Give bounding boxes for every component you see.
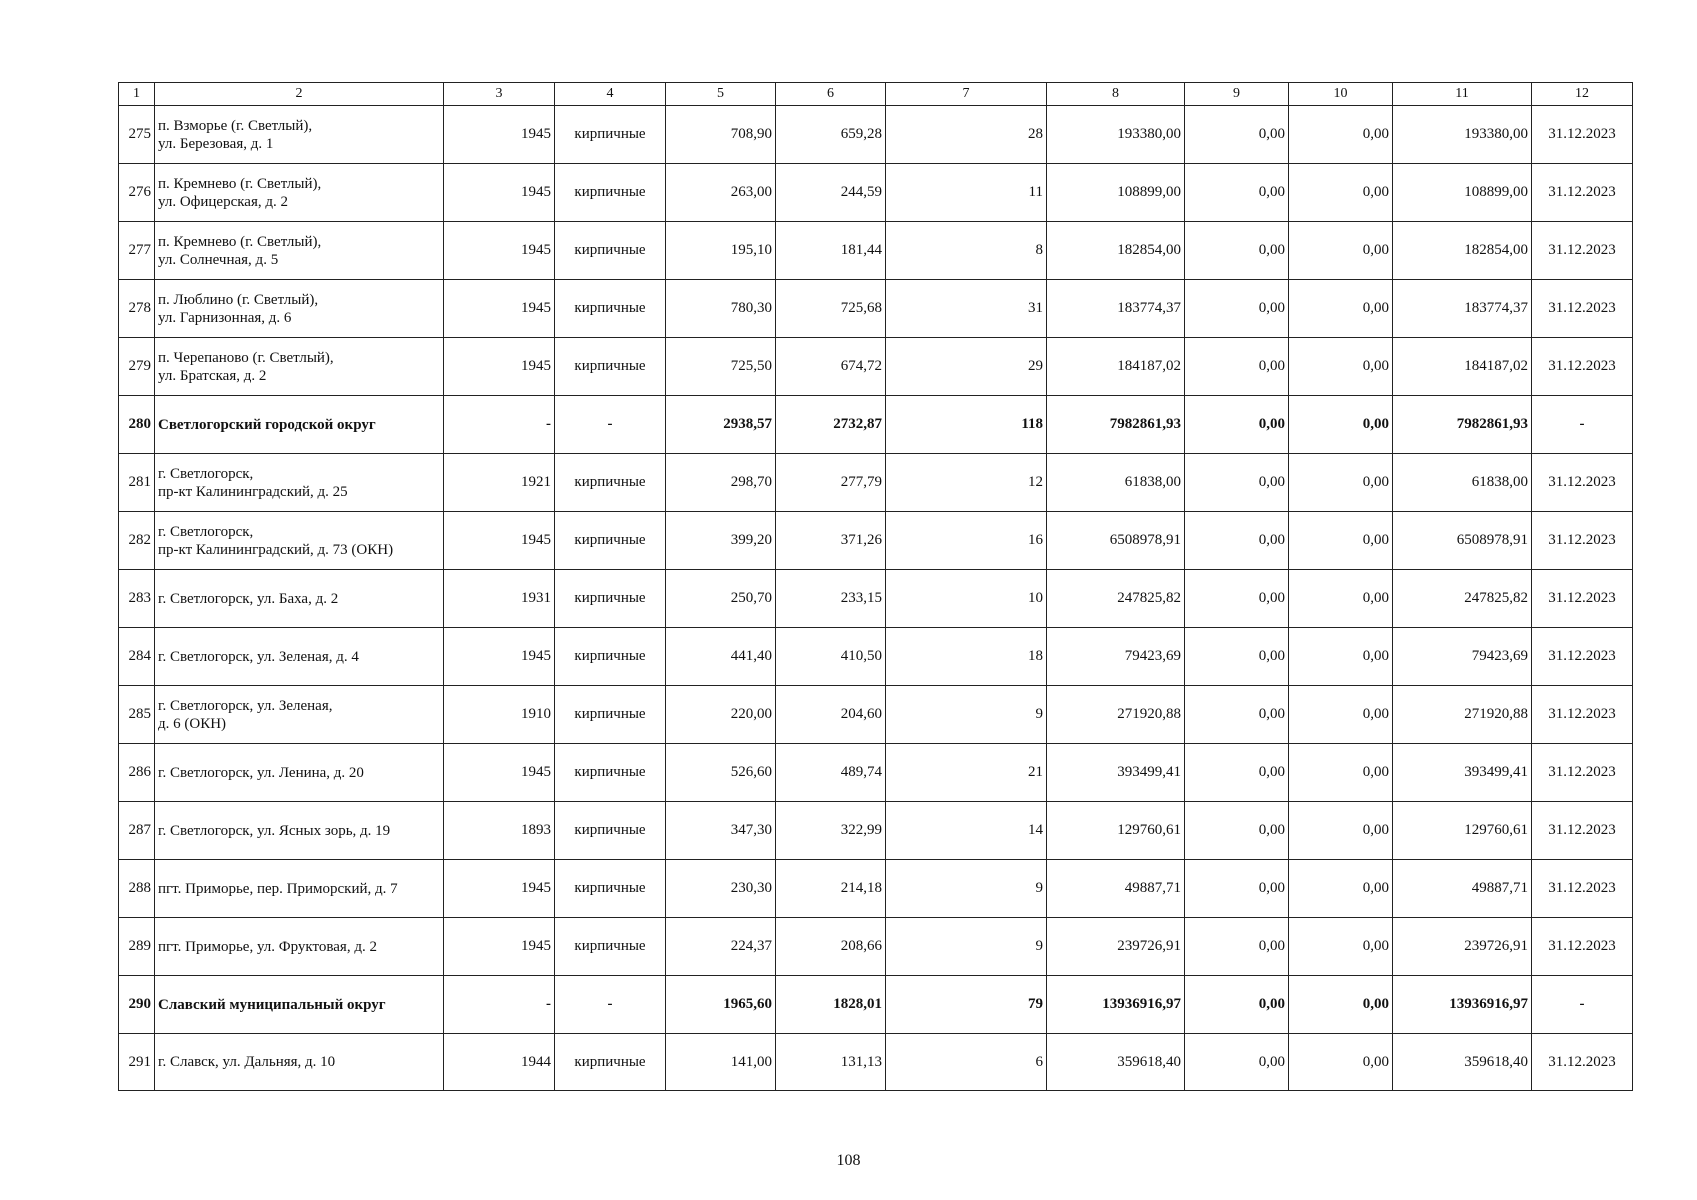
cell-row-number: 291: [119, 1034, 155, 1091]
cell-cost-total: 393499,41: [1047, 744, 1185, 802]
cell-living-area: 1828,01: [776, 976, 886, 1034]
cell-living-area: 131,13: [776, 1034, 886, 1091]
cell-year-built: 1944: [444, 1034, 555, 1091]
cell-year-built: 1945: [444, 918, 555, 976]
cell-cost-total: 247825,82: [1047, 570, 1185, 628]
cell-wall-material: кирпичные: [555, 1034, 666, 1091]
cell-living-area: 322,99: [776, 802, 886, 860]
cell-row-number: 277: [119, 222, 155, 280]
cell-year-built: 1910: [444, 686, 555, 744]
cell-cost-total: 271920,88: [1047, 686, 1185, 744]
cell-address: п. Кремнево (г. Светлый), ул. Офицерская, д. 2: [155, 164, 444, 222]
cell-deadline: 31.12.2023: [1532, 802, 1633, 860]
cell-living-area: 181,44: [776, 222, 886, 280]
cell-living-area: 659,28: [776, 106, 886, 164]
cell-row-number: 288: [119, 860, 155, 918]
cell-row-number: 280: [119, 396, 155, 454]
cell-wall-material: кирпичные: [555, 744, 666, 802]
cell-cost-total: 108899,00: [1047, 164, 1185, 222]
cell-year-built: 1921: [444, 454, 555, 512]
column-header-7: 7: [886, 83, 1047, 106]
cell-residents: 9: [886, 860, 1047, 918]
cell-address: г. Светлогорск, пр-кт Калининградский, д. 73 (ОКН): [155, 512, 444, 570]
table-row: [119, 918, 1633, 976]
cell-wall-material: кирпичные: [555, 918, 666, 976]
cell-wall-material: кирпичные: [555, 280, 666, 338]
cell-row-number: 290: [119, 976, 155, 1034]
cell-wall-material: -: [555, 396, 666, 454]
cell-cost-fund: 0,00: [1185, 222, 1289, 280]
table-row: [119, 802, 1633, 860]
cell-address: Славский муниципальный округ: [155, 976, 444, 1034]
cell-total-area: 195,10: [666, 222, 776, 280]
cell-row-number: 285: [119, 686, 155, 744]
cell-deadline: 31.12.2023: [1532, 860, 1633, 918]
cell-cost-fund: 0,00: [1185, 918, 1289, 976]
page-number: 108: [836, 1152, 861, 1169]
cell-wall-material: кирпичные: [555, 454, 666, 512]
cell-cost-budget: 0,00: [1289, 628, 1393, 686]
cell-address: п. Люблино (г. Светлый), ул. Гарнизонная, д. 6: [155, 280, 444, 338]
cell-cost-fund: 0,00: [1185, 106, 1289, 164]
cell-row-number: 279: [119, 338, 155, 396]
cell-living-area: 214,18: [776, 860, 886, 918]
cell-row-number: 278: [119, 280, 155, 338]
cell-wall-material: кирпичные: [555, 802, 666, 860]
cell-year-built: 1945: [444, 744, 555, 802]
cell-residents: 8: [886, 222, 1047, 280]
cell-year-built: 1945: [444, 338, 555, 396]
cell-row-number: 284: [119, 628, 155, 686]
cell-living-area: 233,15: [776, 570, 886, 628]
cell-cost-fund: 0,00: [1185, 454, 1289, 512]
cell-residents: 79: [886, 976, 1047, 1034]
cell-cost-fund: 0,00: [1185, 338, 1289, 396]
district-summary-row: [119, 396, 1633, 454]
cell-address: п. Взморье (г. Светлый), ул. Березовая, д. 1: [155, 106, 444, 164]
column-header-4: 4: [555, 83, 666, 106]
cell-year-built: -: [444, 976, 555, 1034]
cell-residents: 6: [886, 1034, 1047, 1091]
cell-residents: 9: [886, 686, 1047, 744]
cell-residents: 16: [886, 512, 1047, 570]
cell-cost-other: 61838,00: [1393, 454, 1532, 512]
cell-address: г. Светлогорск, ул. Баха, д. 2: [155, 570, 444, 628]
cell-year-built: 1893: [444, 802, 555, 860]
cell-row-number: 276: [119, 164, 155, 222]
cell-row-number: 287: [119, 802, 155, 860]
column-header-10: 10: [1289, 83, 1393, 106]
cell-row-number: 275: [119, 106, 155, 164]
cell-cost-budget: 0,00: [1289, 338, 1393, 396]
column-header-12: 12: [1532, 83, 1633, 106]
cell-cost-fund: 0,00: [1185, 280, 1289, 338]
cell-cost-other: 129760,61: [1393, 802, 1532, 860]
cell-cost-other: 13936916,97: [1393, 976, 1532, 1034]
cell-cost-other: 247825,82: [1393, 570, 1532, 628]
cell-residents: 14: [886, 802, 1047, 860]
cell-total-area: 263,00: [666, 164, 776, 222]
cell-wall-material: кирпичные: [555, 106, 666, 164]
cell-cost-other: 359618,40: [1393, 1034, 1532, 1091]
cell-deadline: -: [1532, 396, 1633, 454]
cell-cost-other: 7982861,93: [1393, 396, 1532, 454]
cell-cost-other: 184187,02: [1393, 338, 1532, 396]
cell-total-area: 224,37: [666, 918, 776, 976]
cell-cost-fund: 0,00: [1185, 512, 1289, 570]
cell-residents: 11: [886, 164, 1047, 222]
cell-cost-other: 193380,00: [1393, 106, 1532, 164]
cell-cost-total: 359618,40: [1047, 1034, 1185, 1091]
cell-living-area: 410,50: [776, 628, 886, 686]
cell-cost-fund: 0,00: [1185, 628, 1289, 686]
cell-cost-fund: 0,00: [1185, 744, 1289, 802]
cell-total-area: 141,00: [666, 1034, 776, 1091]
cell-cost-total: 193380,00: [1047, 106, 1185, 164]
cell-deadline: 31.12.2023: [1532, 512, 1633, 570]
cell-cost-budget: 0,00: [1289, 860, 1393, 918]
cell-cost-total: 49887,71: [1047, 860, 1185, 918]
cell-cost-total: 13936916,97: [1047, 976, 1185, 1034]
table-row: [119, 628, 1633, 686]
cell-cost-budget: 0,00: [1289, 1034, 1393, 1091]
cell-total-area: 780,30: [666, 280, 776, 338]
cell-address: г. Светлогорск, ул. Ленина, д. 20: [155, 744, 444, 802]
cell-year-built: -: [444, 396, 555, 454]
cell-wall-material: кирпичные: [555, 512, 666, 570]
cell-deadline: 31.12.2023: [1532, 1034, 1633, 1091]
cell-total-area: 2938,57: [666, 396, 776, 454]
cell-address: п. Кремнево (г. Светлый), ул. Солнечная, д. 5: [155, 222, 444, 280]
cell-cost-total: 239726,91: [1047, 918, 1185, 976]
cell-wall-material: кирпичные: [555, 628, 666, 686]
cell-cost-total: 79423,69: [1047, 628, 1185, 686]
column-header-2: 2: [155, 83, 444, 106]
cell-residents: 21: [886, 744, 1047, 802]
cell-residents: 31: [886, 280, 1047, 338]
cell-residents: 28: [886, 106, 1047, 164]
cell-cost-total: 183774,37: [1047, 280, 1185, 338]
cell-year-built: 1945: [444, 860, 555, 918]
cell-cost-budget: 0,00: [1289, 918, 1393, 976]
table-body: [119, 106, 1633, 1091]
cell-address: г. Светлогорск, пр-кт Калининградский, д. 25: [155, 454, 444, 512]
cell-year-built: 1945: [444, 106, 555, 164]
cell-cost-fund: 0,00: [1185, 860, 1289, 918]
cell-living-area: 277,79: [776, 454, 886, 512]
cell-living-area: 244,59: [776, 164, 886, 222]
cell-cost-budget: 0,00: [1289, 802, 1393, 860]
cell-cost-fund: 0,00: [1185, 802, 1289, 860]
cell-cost-other: 271920,88: [1393, 686, 1532, 744]
cell-deadline: 31.12.2023: [1532, 628, 1633, 686]
cell-total-area: 708,90: [666, 106, 776, 164]
cell-cost-budget: 0,00: [1289, 164, 1393, 222]
cell-cost-fund: 0,00: [1185, 976, 1289, 1034]
cell-cost-total: 182854,00: [1047, 222, 1185, 280]
cell-address: п. Черепаново (г. Светлый), ул. Братская, д. 2: [155, 338, 444, 396]
cell-cost-budget: 0,00: [1289, 454, 1393, 512]
cell-cost-total: 184187,02: [1047, 338, 1185, 396]
column-header-9: 9: [1185, 83, 1289, 106]
cell-cost-fund: 0,00: [1185, 686, 1289, 744]
cell-cost-fund: 0,00: [1185, 570, 1289, 628]
cell-year-built: 1945: [444, 512, 555, 570]
column-header-5: 5: [666, 83, 776, 106]
cell-cost-budget: 0,00: [1289, 976, 1393, 1034]
cell-living-area: 371,26: [776, 512, 886, 570]
cell-residents: 118: [886, 396, 1047, 454]
column-header-3: 3: [444, 83, 555, 106]
cell-wall-material: кирпичные: [555, 860, 666, 918]
cell-total-area: 399,20: [666, 512, 776, 570]
table-row: [119, 512, 1633, 570]
cell-wall-material: -: [555, 976, 666, 1034]
table-row: [119, 1034, 1633, 1091]
cell-wall-material: кирпичные: [555, 338, 666, 396]
cell-cost-other: 49887,71: [1393, 860, 1532, 918]
cell-deadline: 31.12.2023: [1532, 918, 1633, 976]
cell-total-area: 441,40: [666, 628, 776, 686]
table-row: [119, 744, 1633, 802]
cell-address: г. Светлогорск, ул. Зеленая, д. 6 (ОКН): [155, 686, 444, 744]
cell-deadline: 31.12.2023: [1532, 338, 1633, 396]
cell-residents: 12: [886, 454, 1047, 512]
cell-residents: 9: [886, 918, 1047, 976]
cell-total-area: 298,70: [666, 454, 776, 512]
cell-deadline: 31.12.2023: [1532, 222, 1633, 280]
cell-cost-total: 61838,00: [1047, 454, 1185, 512]
cell-year-built: 1945: [444, 164, 555, 222]
cell-deadline: 31.12.2023: [1532, 454, 1633, 512]
cell-living-area: 204,60: [776, 686, 886, 744]
column-header-8: 8: [1047, 83, 1185, 106]
cell-deadline: -: [1532, 976, 1633, 1034]
cell-wall-material: кирпичные: [555, 164, 666, 222]
table-row: [119, 338, 1633, 396]
table-row: [119, 106, 1633, 164]
cell-cost-total: 129760,61: [1047, 802, 1185, 860]
table-row: [119, 222, 1633, 280]
cell-cost-fund: 0,00: [1185, 164, 1289, 222]
cell-cost-budget: 0,00: [1289, 280, 1393, 338]
cell-cost-budget: 0,00: [1289, 570, 1393, 628]
cell-address: Светлогорский городской округ: [155, 396, 444, 454]
cell-deadline: 31.12.2023: [1532, 686, 1633, 744]
cell-cost-budget: 0,00: [1289, 222, 1393, 280]
housing-table: [118, 82, 1633, 1091]
cell-cost-total: 7982861,93: [1047, 396, 1185, 454]
cell-year-built: 1945: [444, 628, 555, 686]
cell-deadline: 31.12.2023: [1532, 570, 1633, 628]
cell-cost-budget: 0,00: [1289, 744, 1393, 802]
column-header-1: 1: [119, 83, 155, 106]
table-row: [119, 280, 1633, 338]
cell-cost-other: 108899,00: [1393, 164, 1532, 222]
header-row: [119, 83, 1633, 106]
table-row: [119, 454, 1633, 512]
column-header-6: 6: [776, 83, 886, 106]
cell-cost-budget: 0,00: [1289, 686, 1393, 744]
cell-wall-material: кирпичные: [555, 686, 666, 744]
cell-wall-material: кирпичные: [555, 570, 666, 628]
cell-cost-fund: 0,00: [1185, 1034, 1289, 1091]
cell-total-area: 250,70: [666, 570, 776, 628]
cell-cost-total: 6508978,91: [1047, 512, 1185, 570]
cell-cost-fund: 0,00: [1185, 396, 1289, 454]
cell-row-number: 286: [119, 744, 155, 802]
cell-deadline: 31.12.2023: [1532, 744, 1633, 802]
cell-living-area: 208,66: [776, 918, 886, 976]
cell-year-built: 1945: [444, 280, 555, 338]
cell-cost-other: 393499,41: [1393, 744, 1532, 802]
table-row: [119, 860, 1633, 918]
cell-address: пгт. Приморье, ул. Фруктовая, д. 2: [155, 918, 444, 976]
cell-total-area: 220,00: [666, 686, 776, 744]
cell-cost-budget: 0,00: [1289, 396, 1393, 454]
cell-cost-other: 183774,37: [1393, 280, 1532, 338]
cell-deadline: 31.12.2023: [1532, 280, 1633, 338]
cell-living-area: 674,72: [776, 338, 886, 396]
cell-deadline: 31.12.2023: [1532, 164, 1633, 222]
cell-residents: 10: [886, 570, 1047, 628]
cell-cost-budget: 0,00: [1289, 106, 1393, 164]
cell-cost-other: 79423,69: [1393, 628, 1532, 686]
cell-cost-other: 6508978,91: [1393, 512, 1532, 570]
cell-row-number: 282: [119, 512, 155, 570]
table-row: [119, 164, 1633, 222]
cell-total-area: 725,50: [666, 338, 776, 396]
cell-total-area: 526,60: [666, 744, 776, 802]
table-row: [119, 686, 1633, 744]
cell-year-built: 1931: [444, 570, 555, 628]
cell-address: г. Славск, ул. Дальняя, д. 10: [155, 1034, 444, 1091]
cell-total-area: 1965,60: [666, 976, 776, 1034]
cell-cost-other: 239726,91: [1393, 918, 1532, 976]
district-summary-row: [119, 976, 1633, 1034]
cell-address: г. Светлогорск, ул. Зеленая, д. 4: [155, 628, 444, 686]
cell-year-built: 1945: [444, 222, 555, 280]
cell-address: г. Светлогорск, ул. Ясных зорь, д. 19: [155, 802, 444, 860]
cell-cost-budget: 0,00: [1289, 512, 1393, 570]
cell-residents: 29: [886, 338, 1047, 396]
cell-residents: 18: [886, 628, 1047, 686]
cell-living-area: 725,68: [776, 280, 886, 338]
cell-total-area: 230,30: [666, 860, 776, 918]
cell-address: пгт. Приморье, пер. Приморский, д. 7: [155, 860, 444, 918]
cell-row-number: 281: [119, 454, 155, 512]
cell-living-area: 2732,87: [776, 396, 886, 454]
cell-row-number: 283: [119, 570, 155, 628]
column-header-11: 11: [1393, 83, 1532, 106]
cell-wall-material: кирпичные: [555, 222, 666, 280]
cell-living-area: 489,74: [776, 744, 886, 802]
cell-cost-other: 182854,00: [1393, 222, 1532, 280]
cell-deadline: 31.12.2023: [1532, 106, 1633, 164]
table-row: [119, 570, 1633, 628]
cell-row-number: 289: [119, 918, 155, 976]
cell-total-area: 347,30: [666, 802, 776, 860]
